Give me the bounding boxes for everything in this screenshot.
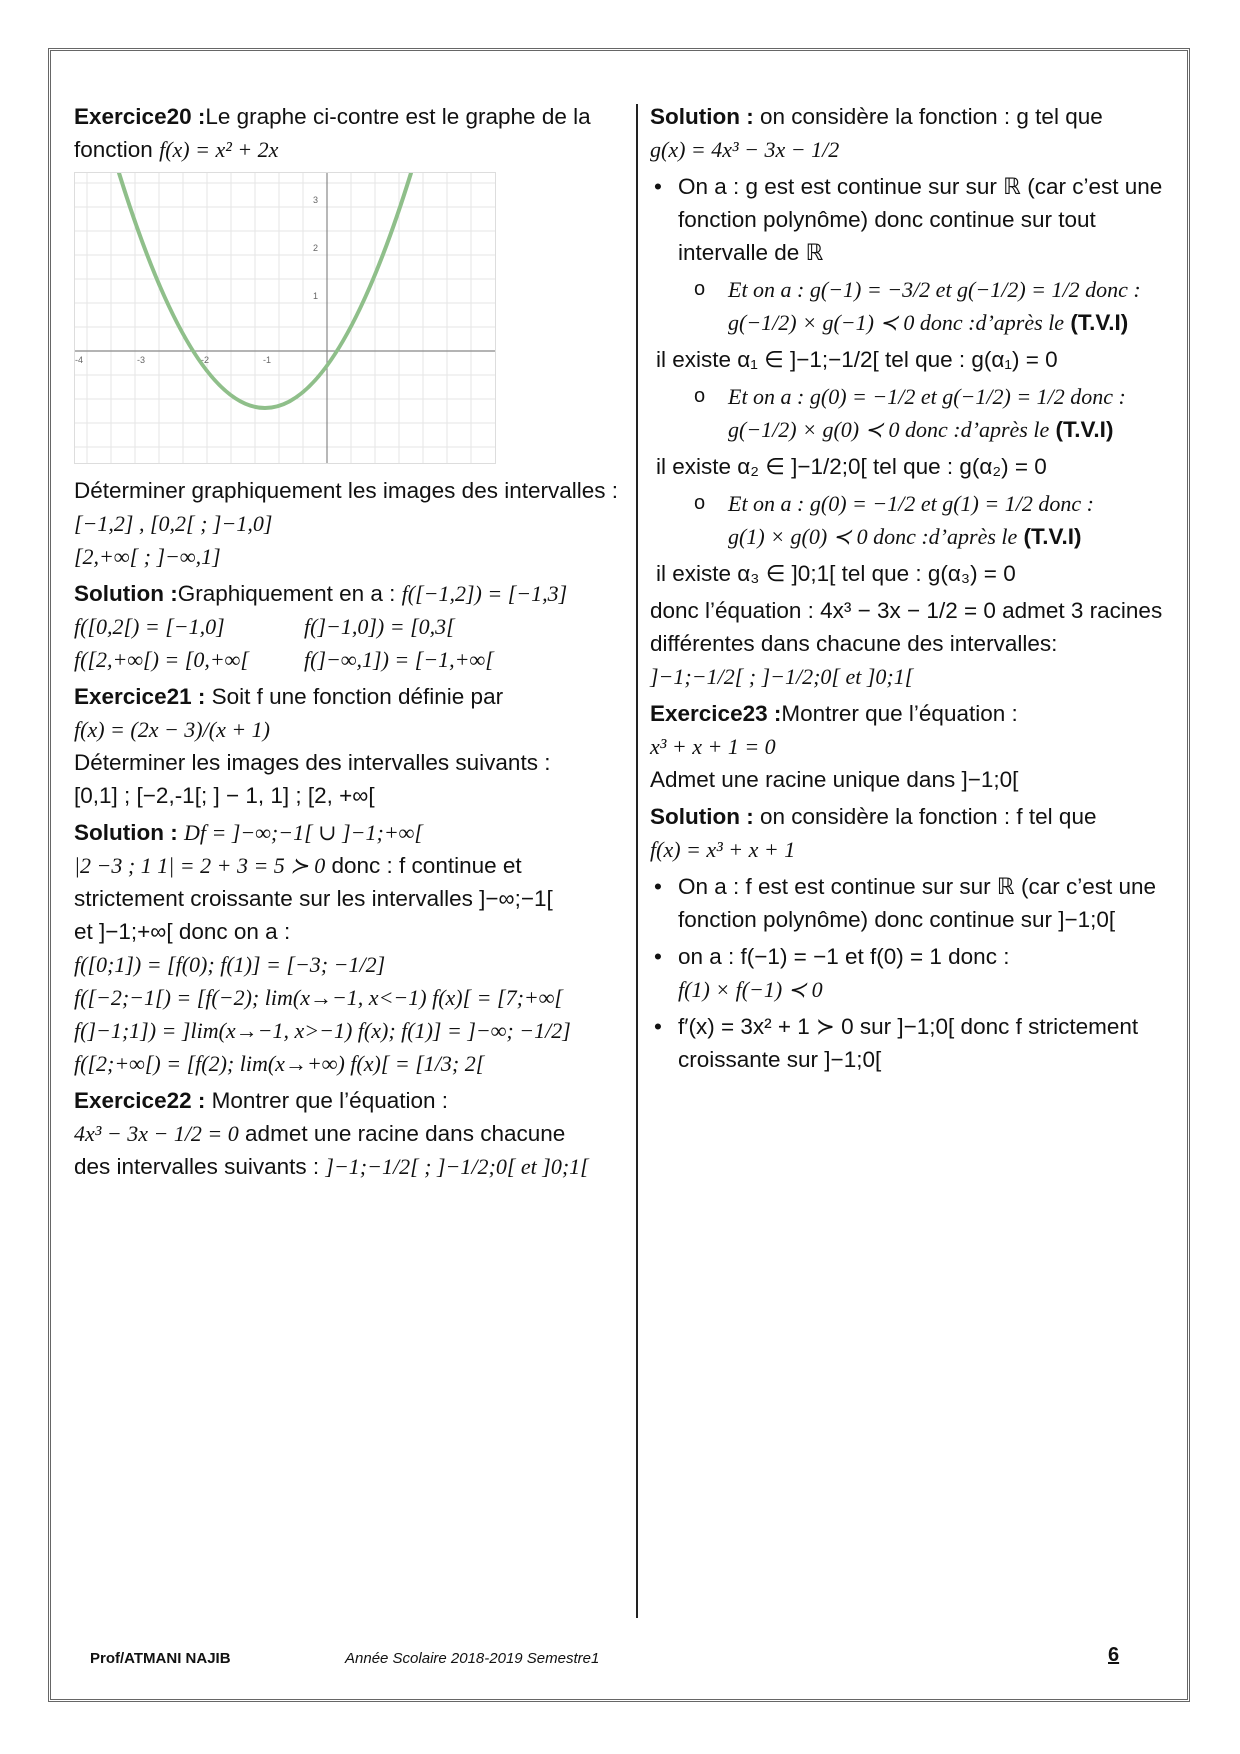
sol20-line-1: f([−1,2]) = [−1,3] [401,581,568,606]
ex20-question-intervals-2: [2,+∞[ ; ]−∞,1] [74,544,221,569]
sol22-root-1: il existe α₁ ∈ ]−1;−1/2[ tel que : g(α₁) = 0 [656,347,1058,372]
sol20-line-2a: f([0,2[) = [−1,0] [74,614,225,639]
graph-background [75,173,495,463]
sol22-conclusion [650,594,1180,693]
ex20-function: f(x) = x² + 2x [159,137,279,162]
sol23-bullet-2 [650,940,1180,1006]
sol20-text: Graphiquement en a : [177,581,396,606]
sol22-text: on considère la fonction : g tel que [760,104,1103,129]
sol22-step-1-values: Et on a : g(−1) = −3/2 et g(−1/2) = 1/2 donc : [728,277,1141,302]
sol22-root-2: il existe α₂ ∈ ]−1/2;0[ tel que : g(α₂) = 0 [656,454,1047,479]
tvi-label: (T.V.I) [1055,417,1114,442]
sol20-line-3a: f([2,+∞[) = [0,+∞[ [74,647,249,672]
sol22-function: g(x) = 4x³ − 3x − 1/2 [650,137,840,162]
ex21-intervals: [0,1] ; [−2,-1[; ] − 1, 1] ; [2, +∞[ [74,783,375,808]
column-separator [636,104,638,1618]
sol22-step-2-values: Et on a : g(0) = −1/2 et g(−1/2) = 1/2 donc : [728,384,1126,409]
page-number: 6 [1108,1644,1120,1666]
sol23-bullet-1: • On a : f est est continue sur sur ℝ (car c’est une fonction polynôme) donc continue sur ]−1;0[ [650,870,1180,936]
ex22-text: Montrer que l’équation : [211,1088,449,1113]
sol22-step-2 [650,380,1180,446]
ex20-question [74,474,626,573]
x-tick-label: -3 [137,355,146,365]
sol22-label: Solution : [650,104,754,129]
ex20-question-text: Déterminer graphiquement les images des intervalles : [74,478,619,503]
sol21-label: Solution : [74,820,178,845]
ex23-text: Montrer que l’équation : [781,701,1018,726]
ex23-equation: x³ + x + 1 = 0 [650,734,776,759]
tvi-label: (T.V.I) [1023,524,1082,549]
sol21-et: et ]−1;+∞[ donc on a : [74,919,291,944]
sol21-image-1: f([0;1]) = [f(0); f(1)] = [−3; −1/2] [74,952,386,977]
sol20-line-3b: f(]−∞,1]) = [−1,+∞[ [304,647,494,672]
sol22-conclusion-intervals: ]−1;−1/2[ ; ]−1/2;0[ et ]0;1[ [650,664,914,689]
tvi-label: (T.V.I) [1070,310,1129,335]
sol21-image-4: f([2;+∞[) = [f(2); lim(x→+∞) f(x)[ = [1/3; 2[ [74,1051,485,1076]
ex21-function: f(x) = (2x − 3)/(x + 1) [74,717,271,742]
sol22-conclusion-text: donc l’équation : 4x³ − 3x − 1/2 = 0 admet 3 racines différentes dans chacune des intervalles: [650,598,1163,656]
x-tick-label: -2 [201,355,210,365]
ex20-question-intervals: [−1,2] , [0,2[ ; ]−1,0] [74,511,273,536]
exercise-21 [74,680,626,812]
y-tick-label: 2 [313,243,319,253]
sol22-step-3 [650,487,1180,553]
x-tick-label: -4 [75,355,84,365]
ex21-text: Soit f une fonction définie par [211,684,504,709]
sol21-image-2: f([−2;−1[) = [f(−2); lim(x→−1, x<−1) f(x)[ = [7;+∞[ [74,985,563,1010]
parabola-graph [74,172,496,464]
ex21-question: Déterminer les images des intervalles suivants : [74,750,551,775]
sol23-function: f(x) = x³ + x + 1 [650,837,796,862]
sol21-determinant: |2 −3 ; 1 1| = 2 + 3 = 5 ≻ 0 [74,853,326,878]
sol23-bullet-3: • f′(x) = 3x² + 1 ≻ 0 sur ]−1;0[ donc f strictement croissante sur ]−1;0[ [650,1010,1180,1076]
solution-22-intro [650,100,1180,166]
ex23-text-2: Admet une racine unique dans ]−1;0[ [650,767,1019,792]
sol21-image-3: f(]−1;1]) = ]lim(x→−1, x>−1) f(x); f(1)] = ]−∞; −1/2] [74,1018,571,1043]
solution-23-intro [650,800,1180,866]
sol22-step-3-product: g(1) × g(0) ≺ 0 donc :d’après le [728,524,1018,549]
ex21-title: Exercice21 : [74,684,206,709]
ex22-title: Exercice22 : [74,1088,206,1113]
sol20-line-2b: f(]−1,0]) = [0,3[ [304,614,455,639]
sol21-monotony: strictement croissante sur les intervalles ]−∞;−1[ [74,886,553,911]
y-tick-label: 3 [313,195,319,205]
sol22-step-3-values: Et on a : g(0) = −1/2 et g(1) = 1/2 donc : [728,491,1094,516]
exercise-22 [74,1084,626,1183]
sol22-step-1-product: g(−1/2) × g(−1) ≺ 0 donc :d’après le [728,310,1065,335]
footer-school-year: Année Scolaire 2018-2019 Semestre1 [345,1650,600,1667]
ex22-intervals: ]−1;−1/2[ ; ]−1/2;0[ et ]0;1[ [325,1154,589,1179]
ex22-text-3: des intervalles suivants : [74,1154,320,1179]
sol22-step-1 [650,273,1180,339]
exercise-20 [74,100,626,166]
ex22-text-2: admet une racine dans chacune [245,1121,566,1146]
solution-21 [74,816,626,1080]
sol23-bullet-2-text: on a : f(−1) = −1 et f(0) = 1 donc : [678,944,1010,969]
sol23-bullet-2-product: f(1) × f(−1) ≺ 0 [678,977,823,1002]
exercise-23 [650,697,1180,796]
sol23-text: on considère la fonction : f tel que [760,804,1097,829]
ex20-title: Exercice20 : [74,104,206,129]
sol22-root-3: il existe α₃ ∈ ]0;1[ tel que : g(α₃) = 0 [656,561,1016,586]
ex20-intro: Le graphe ci-contre est le graphe de la fonction [74,104,591,162]
ex22-equation: 4x³ − 3x − 1/2 = 0 [74,1121,239,1146]
footer-author: Prof/ATMANI NAJIB [90,1650,231,1667]
sol22-step-2-product: g(−1/2) × g(0) ≺ 0 donc :d’après le [728,417,1050,442]
left-column [74,100,626,1187]
sol23-label: Solution : [650,804,754,829]
solution-20 [74,577,626,676]
sol21-domain: Df = ]−∞;−1[ ∪ ]−1;+∞[ [184,820,423,845]
x-tick-label: -1 [263,355,272,365]
sol21-determinant-text: donc : f continue et [331,853,522,878]
sol22-bullet-1: • On a : g est est continue sur sur ℝ (car c’est une fonction polynôme) donc continue sur tout intervalle de ℝ [650,170,1180,269]
y-tick-label: 1 [313,291,319,301]
sol20-label: Solution : [74,581,178,606]
right-column [650,100,1180,1080]
ex23-title: Exercice23 : [650,701,782,726]
